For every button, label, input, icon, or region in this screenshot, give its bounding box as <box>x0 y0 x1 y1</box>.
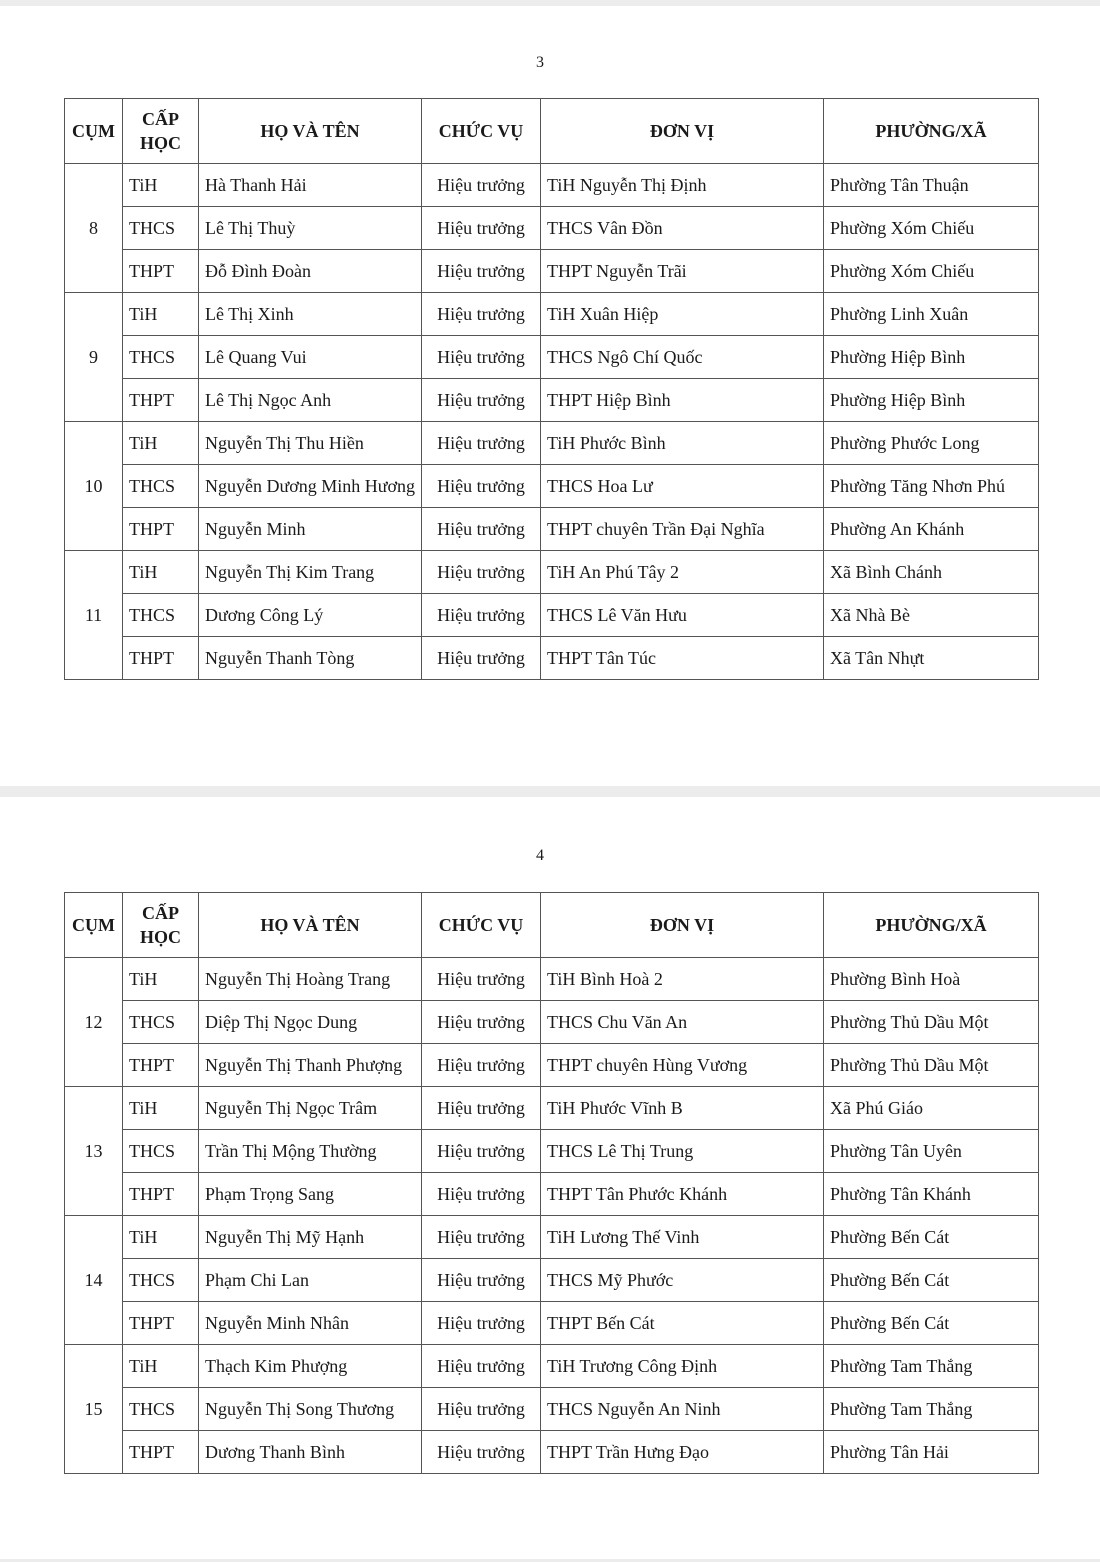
table-row <box>65 637 1039 680</box>
school-unit-cell: THPT Tân Phước Khánh <box>541 1173 824 1216</box>
ward-cell: Phường Tam Thắng <box>824 1345 1039 1388</box>
school-level-cell: THPT <box>123 1044 199 1087</box>
school-level-cell: TiH <box>123 551 199 594</box>
header-unit: ĐƠN VỊ <box>541 99 824 164</box>
ward-cell: Phường Thủ Dầu Một <box>824 1044 1039 1087</box>
position-cell: Hiệu trưởng <box>422 465 541 508</box>
cluster-number: 13 <box>65 1087 123 1216</box>
full-name-cell: Nguyễn Thị Thu Hiền <box>199 422 422 465</box>
position-cell: Hiệu trưởng <box>422 293 541 336</box>
table-row <box>65 1087 1039 1130</box>
position-cell: Hiệu trưởng <box>422 1001 541 1044</box>
position-cell: Hiệu trưởng <box>422 594 541 637</box>
page-number: 3 <box>536 54 544 71</box>
position-cell: Hiệu trưởng <box>422 1431 541 1474</box>
document-page-4 <box>0 797 1100 1559</box>
school-unit-cell: THCS Hoa Lư <box>541 465 824 508</box>
table-row <box>65 293 1039 336</box>
header-cluster: CỤM <box>65 99 123 164</box>
school-unit-cell: THPT Tân Túc <box>541 637 824 680</box>
full-name-cell: Nguyễn Thị Ngọc Trâm <box>199 1087 422 1130</box>
school-unit-cell: TiH Lương Thế Vinh <box>541 1216 824 1259</box>
header-name: HỌ VÀ TÊN <box>199 893 422 958</box>
position-cell: Hiệu trưởng <box>422 1216 541 1259</box>
school-unit-cell: THPT Trần Hưng Đạo <box>541 1431 824 1474</box>
position-cell: Hiệu trưởng <box>422 422 541 465</box>
table-row <box>65 508 1039 551</box>
school-unit-cell: TiH Trương Công Định <box>541 1345 824 1388</box>
school-level-cell: THCS <box>123 594 199 637</box>
ward-cell: Phường Thủ Dầu Một <box>824 1001 1039 1044</box>
ward-cell: Phường Tân Hải <box>824 1431 1039 1474</box>
table-row <box>65 379 1039 422</box>
position-cell: Hiệu trưởng <box>422 1087 541 1130</box>
table-row <box>65 207 1039 250</box>
header-position: CHỨC VỤ <box>422 99 541 164</box>
cluster-number: 8 <box>65 164 123 293</box>
position-cell: Hiệu trưởng <box>422 336 541 379</box>
position-cell: Hiệu trưởng <box>422 1259 541 1302</box>
full-name-cell: Nguyễn Thị Mỹ Hạnh <box>199 1216 422 1259</box>
header-level <box>123 99 199 164</box>
full-name-cell: Nguyễn Minh Nhân <box>199 1302 422 1345</box>
school-unit-cell: TiH Bình Hoà 2 <box>541 958 824 1001</box>
full-name-cell: Nguyễn Minh <box>199 508 422 551</box>
full-name-cell: Nguyễn Thị Hoàng Trang <box>199 958 422 1001</box>
full-name-cell: Hà Thanh Hải <box>199 164 422 207</box>
ward-cell: Phường Phước Long <box>824 422 1039 465</box>
table-row <box>65 1130 1039 1173</box>
ward-cell: Phường Bình Hoà <box>824 958 1039 1001</box>
position-cell: Hiệu trưởng <box>422 1173 541 1216</box>
school-level-cell: TiH <box>123 422 199 465</box>
full-name-cell: Nguyễn Thị Kim Trang <box>199 551 422 594</box>
school-unit-cell: THPT chuyên Trần Đại Nghĩa <box>541 508 824 551</box>
school-unit-cell: TiH Xuân Hiệp <box>541 293 824 336</box>
full-name-cell: Nguyễn Thị Song Thương <box>199 1388 422 1431</box>
table-row <box>65 551 1039 594</box>
cluster-number: 14 <box>65 1216 123 1345</box>
header-level <box>123 893 199 958</box>
school-unit-cell: THCS Lê Thị Trung <box>541 1130 824 1173</box>
full-name-cell: Đỗ Đình Đoàn <box>199 250 422 293</box>
school-level-cell: TiH <box>123 164 199 207</box>
ward-cell: Phường Xóm Chiếu <box>824 250 1039 293</box>
school-unit-cell: THPT Nguyễn Trãi <box>541 250 824 293</box>
school-level-cell: TiH <box>123 1345 199 1388</box>
full-name-cell: Dương Công Lý <box>199 594 422 637</box>
school-unit-cell: TiH Phước Vĩnh B <box>541 1087 824 1130</box>
position-cell: Hiệu trưởng <box>422 1130 541 1173</box>
school-level-cell: THPT <box>123 1173 199 1216</box>
cluster-number: 15 <box>65 1345 123 1474</box>
school-level-cell: TiH <box>123 1087 199 1130</box>
position-cell: Hiệu trưởng <box>422 250 541 293</box>
position-cell: Hiệu trưởng <box>422 508 541 551</box>
school-unit-cell: THPT Bến Cát <box>541 1302 824 1345</box>
table-row <box>65 1302 1039 1345</box>
cluster-number: 10 <box>65 422 123 551</box>
table-header-row <box>65 893 1039 958</box>
table-row <box>65 1173 1039 1216</box>
ward-cell: Phường An Khánh <box>824 508 1039 551</box>
full-name-cell: Thạch Kim Phượng <box>199 1345 422 1388</box>
school-unit-cell: THPT Hiệp Bình <box>541 379 824 422</box>
table-row <box>65 1259 1039 1302</box>
full-name-cell: Trần Thị Mộng Thường <box>199 1130 422 1173</box>
school-level-cell: THCS <box>123 1259 199 1302</box>
full-name-cell: Lê Thị Thuỳ <box>199 207 422 250</box>
school-unit-cell: TiH Nguyễn Thị Định <box>541 164 824 207</box>
ward-cell: Phường Tăng Nhơn Phú <box>824 465 1039 508</box>
school-unit-cell: THPT chuyên Hùng Vương <box>541 1044 824 1087</box>
header-name: HỌ VÀ TÊN <box>199 99 422 164</box>
school-level-cell: THCS <box>123 1388 199 1431</box>
school-level-cell: THPT <box>123 508 199 551</box>
position-cell: Hiệu trưởng <box>422 1302 541 1345</box>
full-name-cell: Lê Thị Ngọc Anh <box>199 379 422 422</box>
school-level-cell: THCS <box>123 207 199 250</box>
school-unit-cell: THCS Lê Văn Hưu <box>541 594 824 637</box>
position-cell: Hiệu trưởng <box>422 1388 541 1431</box>
header-position: CHỨC VỤ <box>422 893 541 958</box>
full-name-cell: Nguyễn Thanh Tòng <box>199 637 422 680</box>
school-unit-cell: THCS Chu Văn An <box>541 1001 824 1044</box>
ward-cell: Phường Bến Cát <box>824 1216 1039 1259</box>
school-level-cell: TiH <box>123 1216 199 1259</box>
school-level-cell: TiH <box>123 958 199 1001</box>
full-name-cell: Nguyễn Thị Thanh Phượng <box>199 1044 422 1087</box>
table-row <box>65 1345 1039 1388</box>
ward-cell: Phường Bến Cát <box>824 1302 1039 1345</box>
school-unit-cell: THCS Nguyễn An Ninh <box>541 1388 824 1431</box>
table-row <box>65 1431 1039 1474</box>
full-name-cell: Lê Quang Vui <box>199 336 422 379</box>
school-level-cell: THCS <box>123 336 199 379</box>
ward-cell: Phường Xóm Chiếu <box>824 207 1039 250</box>
ward-cell: Xã Phú Giáo <box>824 1087 1039 1130</box>
school-level-cell: THPT <box>123 250 199 293</box>
full-name-cell: Phạm Chi Lan <box>199 1259 422 1302</box>
full-name-cell: Diệp Thị Ngọc Dung <box>199 1001 422 1044</box>
ward-cell: Phường Bến Cát <box>824 1259 1039 1302</box>
school-unit-cell: TiH Phước Bình <box>541 422 824 465</box>
header-ward: PHƯỜNG/XÃ <box>824 893 1039 958</box>
school-unit-cell: THCS Vân Đồn <box>541 207 824 250</box>
full-name-cell: Phạm Trọng Sang <box>199 1173 422 1216</box>
school-level-cell: THPT <box>123 1431 199 1474</box>
school-level-cell: THPT <box>123 1302 199 1345</box>
position-cell: Hiệu trưởng <box>422 958 541 1001</box>
principal-roster-table <box>64 98 1039 680</box>
school-level-cell: THPT <box>123 637 199 680</box>
position-cell: Hiệu trưởng <box>422 379 541 422</box>
header-level-text: CẤP HỌC <box>139 903 181 947</box>
school-unit-cell: THCS Mỹ Phước <box>541 1259 824 1302</box>
table-row <box>65 250 1039 293</box>
table-row <box>65 422 1039 465</box>
position-cell: Hiệu trưởng <box>422 164 541 207</box>
table-row <box>65 465 1039 508</box>
ward-cell: Phường Tân Khánh <box>824 1173 1039 1216</box>
table-header-row <box>65 99 1039 164</box>
document-page-3 <box>0 6 1100 786</box>
ward-cell: Xã Tân Nhựt <box>824 637 1039 680</box>
full-name-cell: Nguyễn Dương Minh Hương <box>199 465 422 508</box>
position-cell: Hiệu trưởng <box>422 1044 541 1087</box>
school-level-cell: THCS <box>123 1130 199 1173</box>
header-level-text: CẤP HỌC <box>139 109 181 153</box>
table-row <box>65 164 1039 207</box>
ward-cell: Xã Nhà Bè <box>824 594 1039 637</box>
principal-roster-table <box>64 892 1039 1474</box>
school-unit-cell: THCS Ngô Chí Quốc <box>541 336 824 379</box>
position-cell: Hiệu trưởng <box>422 207 541 250</box>
page-number: 4 <box>536 847 544 864</box>
header-unit: ĐƠN VỊ <box>541 893 824 958</box>
table-row <box>65 1216 1039 1259</box>
cluster-number: 9 <box>65 293 123 422</box>
ward-cell: Phường Hiệp Bình <box>824 336 1039 379</box>
position-cell: Hiệu trưởng <box>422 637 541 680</box>
table-row <box>65 958 1039 1001</box>
table-row <box>65 594 1039 637</box>
school-unit-cell: TiH An Phú Tây 2 <box>541 551 824 594</box>
ward-cell: Phường Tân Thuận <box>824 164 1039 207</box>
ward-cell: Phường Hiệp Bình <box>824 379 1039 422</box>
table-row <box>65 1001 1039 1044</box>
header-ward: PHƯỜNG/XÃ <box>824 99 1039 164</box>
ward-cell: Phường Tam Thắng <box>824 1388 1039 1431</box>
school-level-cell: TiH <box>123 293 199 336</box>
full-name-cell: Dương Thanh Bình <box>199 1431 422 1474</box>
school-level-cell: THCS <box>123 465 199 508</box>
table-row <box>65 1044 1039 1087</box>
header-cluster: CỤM <box>65 893 123 958</box>
full-name-cell: Lê Thị Xinh <box>199 293 422 336</box>
table-row <box>65 336 1039 379</box>
table-row <box>65 1388 1039 1431</box>
cluster-number: 11 <box>65 551 123 680</box>
school-level-cell: THPT <box>123 379 199 422</box>
school-level-cell: THCS <box>123 1001 199 1044</box>
ward-cell: Xã Bình Chánh <box>824 551 1039 594</box>
cluster-number: 12 <box>65 958 123 1087</box>
ward-cell: Phường Linh Xuân <box>824 293 1039 336</box>
position-cell: Hiệu trưởng <box>422 551 541 594</box>
position-cell: Hiệu trưởng <box>422 1345 541 1388</box>
ward-cell: Phường Tân Uyên <box>824 1130 1039 1173</box>
